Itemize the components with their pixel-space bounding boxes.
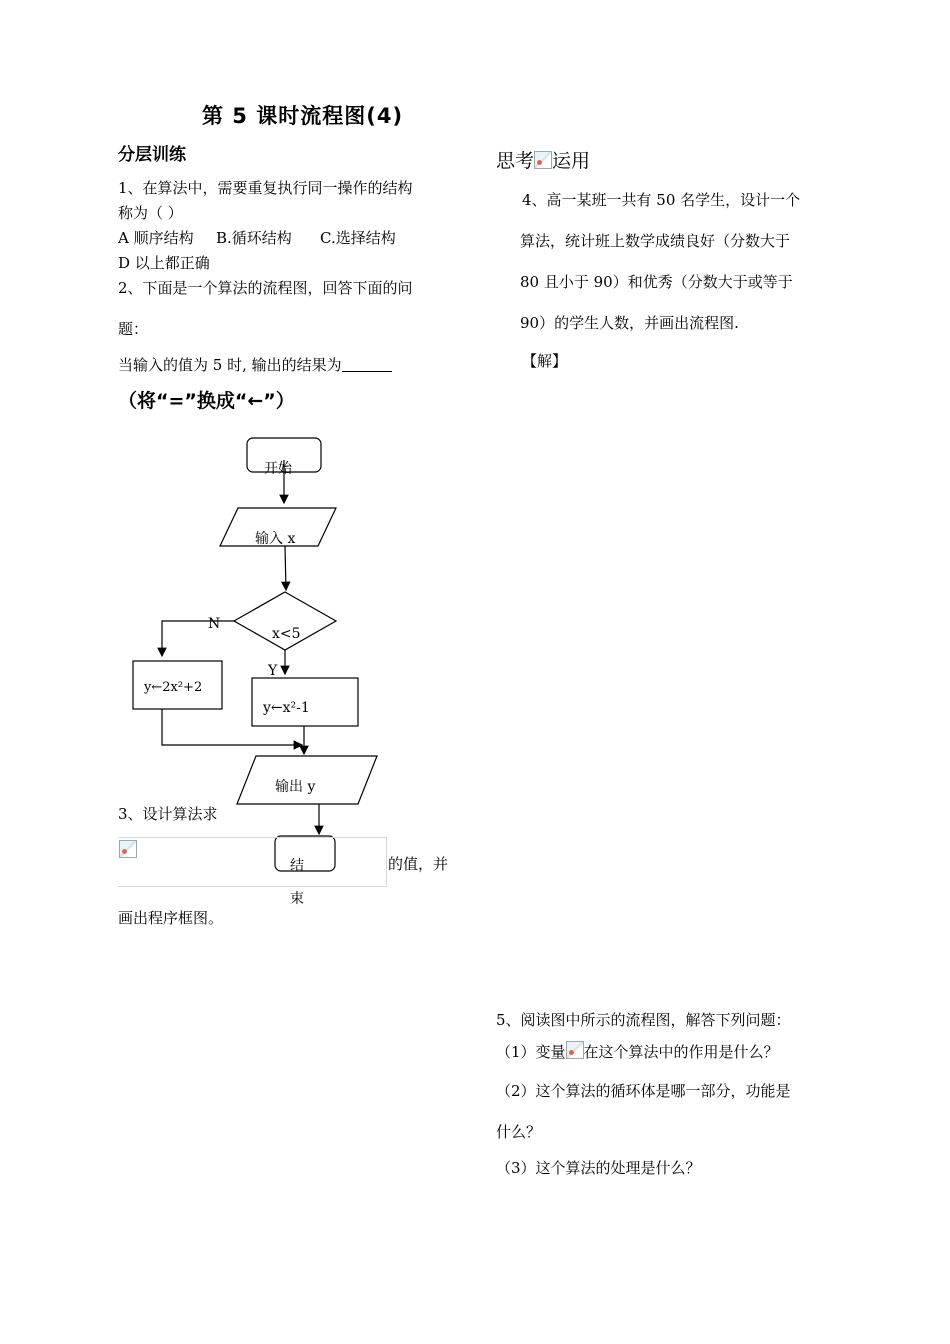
formula-image-frame — [118, 837, 387, 887]
broken-image-icon — [534, 151, 552, 169]
q5-sub1-prefix: （1）变量 — [496, 1043, 566, 1061]
q5-sub3: （3）这个算法的处理是什么？ — [496, 1159, 701, 1177]
q5-sub1-suffix: 在这个算法中的作用是什么？ — [583, 1043, 779, 1061]
output-label: 输出 y — [275, 779, 316, 795]
section-heading-left: 分层训练 — [118, 145, 186, 165]
end-label-1: 结 — [290, 858, 304, 874]
arrow-no-branch — [162, 621, 234, 656]
page-title: 第 5 课时流程图(4) — [202, 104, 404, 128]
q2-line2: 题： — [118, 320, 149, 338]
arrow-input-cond — [285, 546, 286, 590]
broken-image-icon — [566, 1041, 584, 1059]
no-label: N — [208, 616, 221, 632]
q1-option-b: B.循环结构 — [216, 229, 292, 247]
q1-option-d: D 以上都正确 — [118, 254, 210, 272]
section-right-suffix: 运用 — [552, 150, 591, 172]
q4-line2: 算法，统计班上数学成绩良好（分数大于 — [520, 232, 791, 250]
section-right-prefix: 思考 — [496, 150, 535, 172]
q3-line2-tail: 的值，并 — [388, 855, 449, 873]
condition-label: x<5 — [272, 626, 301, 642]
yes-branch-label: y←x²-1 — [263, 700, 310, 716]
q5-sub2-line1: （2）这个算法的循环体是哪一部分，功能是 — [496, 1082, 791, 1100]
q5-sub2-line2: 什么？ — [496, 1123, 542, 1141]
no-branch-label: y←2x²+2 — [144, 680, 203, 695]
section-heading-right — [496, 146, 590, 173]
q5-line1: 5、阅读图中所示的流程图，解答下列问题： — [496, 1011, 791, 1029]
q4-line3: 80 且小于 90）和优秀（分数大于或等于 — [520, 273, 793, 291]
q5-sub1 — [496, 1041, 779, 1062]
q2-note: （将“=”换成“←”） — [118, 390, 295, 412]
q1-line2: 称为（ ） — [118, 204, 183, 222]
q3-line1: 3、设计算法求 — [118, 805, 218, 823]
yes-label: Y — [268, 663, 278, 679]
q2-line1: 2、下面是一个算法的流程图，回答下面的问 — [118, 279, 413, 297]
end-label-2: 束 — [290, 891, 304, 907]
q4-line1: 4、高一某班一共有 50 名学生，设计一个 — [522, 191, 801, 209]
q4-answer: 【解】 — [522, 352, 568, 370]
q1-option-c: C.选择结构 — [320, 229, 396, 247]
start-label: 开始 — [264, 461, 292, 477]
q1-option-a: A 顺序结构 — [118, 229, 194, 247]
q3-line3: 画出程序框图。 — [118, 909, 224, 927]
q2-line3-text: 当输入的值为 5 时, 输出的结果为 — [118, 356, 342, 374]
q1-line1: 1、在算法中，需要重复执行同一操作的结构 — [118, 179, 413, 197]
broken-image-icon — [119, 840, 137, 858]
q4-line4: 90）的学生人数，并画出流程图. — [520, 314, 739, 332]
input-label: 输入 x — [255, 531, 296, 547]
